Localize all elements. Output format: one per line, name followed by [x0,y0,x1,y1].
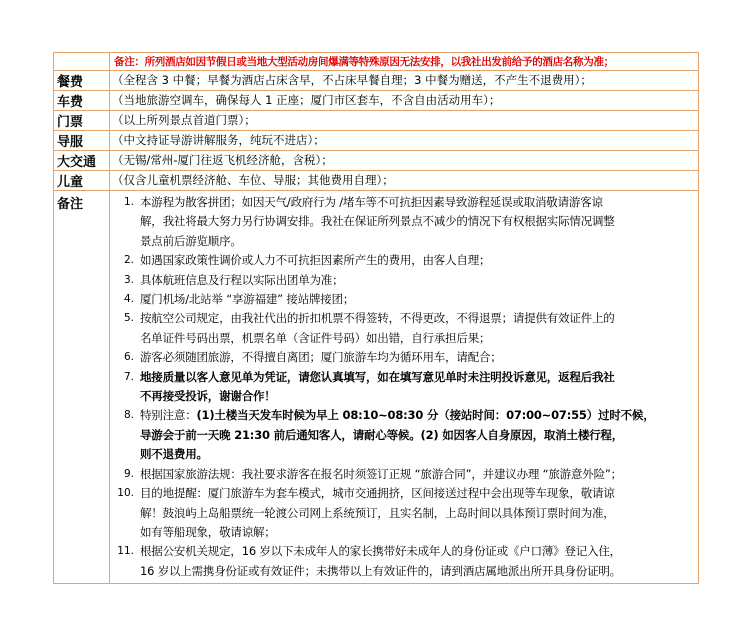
remark-item [110,290,698,309]
fee-row-meals [54,71,699,91]
remark-line: 游客必须随团旅游，不得擅自离团；厦门旅游车均为循环用车，请配合； [140,350,502,365]
remark-number: 9. [123,467,134,480]
remark-text [140,251,698,270]
remark-text [140,484,698,542]
remarks-cell [110,191,699,584]
row-label: 大交通 [54,151,110,171]
remark-text [140,309,698,348]
note-row [54,53,699,71]
remark-number: 7. [123,370,134,383]
remark-line: 根据公安机关规定，16 岁以下未成年人的家长携带好未成年人的身份证或《户口薄》登记入住， [140,544,621,559]
remark-line: 根据国家旅游法规：我社要求游客在报名时须签订正规 “旅游合同”，并建议办理 “旅游意外险”； [140,466,622,481]
row-value: （以上所列景点首道门票）； [110,111,699,131]
row-value: （无锡/常州-厦门往返飞机经济舱，含税）； [110,151,699,171]
remark-number: 4. [123,293,134,306]
remark-line: 按航空公司规定，由我社代出的折扣机票不得签转，不得更改，不得退票；请提供有效证件上的 [140,311,615,326]
hotel-note: 备注：所列酒店如因节假日或当地大型活动房间爆满等特殊原因无法安排，以我社出发前给予的酒店名称为准； [110,53,699,71]
remark-line: 不再接受投诉，谢谢合作！ [140,389,276,404]
fee-row-transport [54,151,699,171]
remark-item [110,271,698,290]
remarks-label: 备注 [54,191,110,584]
row-label: 餐费 [54,71,110,91]
remark-text [140,271,698,290]
remark-line: 具体航班信息及行程以实际出团单为准； [140,272,344,287]
remark-item [110,465,698,484]
remark-text [140,542,698,581]
remark-item [110,348,698,367]
remark-text [140,348,698,367]
row-label: 门票 [54,111,110,131]
row-label: 车费 [54,91,110,111]
remark-text [140,406,698,464]
remark-line: 解，我社将最大努力另行协调安排。我社在保证所列景点不减少的情况下有权根据实际情况调整 [140,214,615,229]
remark-number: 8. [123,409,134,422]
remark-number: 6. [123,351,134,364]
remark-item [110,484,698,542]
remark-item [110,193,698,251]
remarks-row [54,191,699,584]
remark-item [110,542,698,581]
remarks-list [110,191,698,583]
remark-text [140,465,698,484]
row-label: 导服 [54,131,110,151]
remark-line: 名单证件号码出票，机票名单（含证件号码）如出错，自行承担后果； [140,330,491,345]
remark-text [140,368,698,407]
remark-number: 3. [123,273,134,286]
remark-line: 则不退费用。 [140,447,208,462]
fee-row-guide [54,131,699,151]
fee-row-children [54,171,699,191]
remark-line: 厦门机场/北站举 “享游福建” 接站牌接团； [140,292,355,307]
remark-line: 解！鼓浪屿上岛船票统一轮渡公司网上系统预订，且实名制，上岛时间以具体预订票时间为准， [140,505,615,520]
remark-line: 本游程为散客拼团；如因天气/政府行为 /堵车等不可抗拒因素导致游程延误或取消敬请游客谅 [140,195,603,209]
remark-item [110,309,698,348]
row-label: 儿童 [54,171,110,191]
remark-number: 2. [123,254,134,267]
remark-text [140,290,698,309]
remark-line: 特别注意：(1)土楼当天发车时候为早上 08:10~08:30 分（接站时间：07:00~07:55）过时不候， [140,408,655,423]
remark-number: 10. [117,487,134,500]
remark-line: 如遇国家政策性调价或人力不可抗拒因素所产生的费用，由客人自理； [140,253,491,268]
note-label-cell [54,53,110,71]
remark-item [110,368,698,407]
row-value: （中文持证导游讲解服务，纯玩不进店）； [110,131,699,151]
remark-line: 16 岁以上需携身份证或有效证件；未携带以上有效证件的，请到酒店属地派出所开具身份证明。 [140,563,621,578]
remark-line: 景点前后游览顺序。 [140,233,242,248]
remark-number: 5. [123,312,134,325]
row-value: （仅含儿童机票经济舱、车位、导服；其他费用自理）； [110,171,699,191]
row-value: （当地旅游空调车，确保每人 1 正座；厦门市区套车，不含自由活动用车）； [110,91,699,111]
remark-line: 地接质量以客人意见单为凭证，请您认真填写，如在填写意见单时未注明投诉意见，返程后我社 [140,369,615,384]
remark-line: 如有等船现象，敬请谅解； [140,524,276,539]
remark-line: 目的地提醒：厦门旅游车为套车模式，城市交通拥挤，区间接送过程中会出现等车现象，敬请谅 [140,486,615,501]
remark-item [110,406,698,464]
remark-line: 导游会于前一天晚 21:30 前后通知客人，请耐心等候。(2) 如因客人自身原因，取消土楼行程， [140,427,624,442]
fee-row-vehicle [54,91,699,111]
itinerary-info-table [53,52,699,584]
remark-number: 11. [117,545,134,558]
remark-text [140,193,698,251]
remark-item [110,251,698,270]
row-value: （全程含 3 中餐；早餐为酒店占床含早，不占床早餐自理；3 中餐为赠送，不产生不退费用）； [110,71,699,91]
remark-number: 1. [123,196,134,208]
fee-row-tickets [54,111,699,131]
